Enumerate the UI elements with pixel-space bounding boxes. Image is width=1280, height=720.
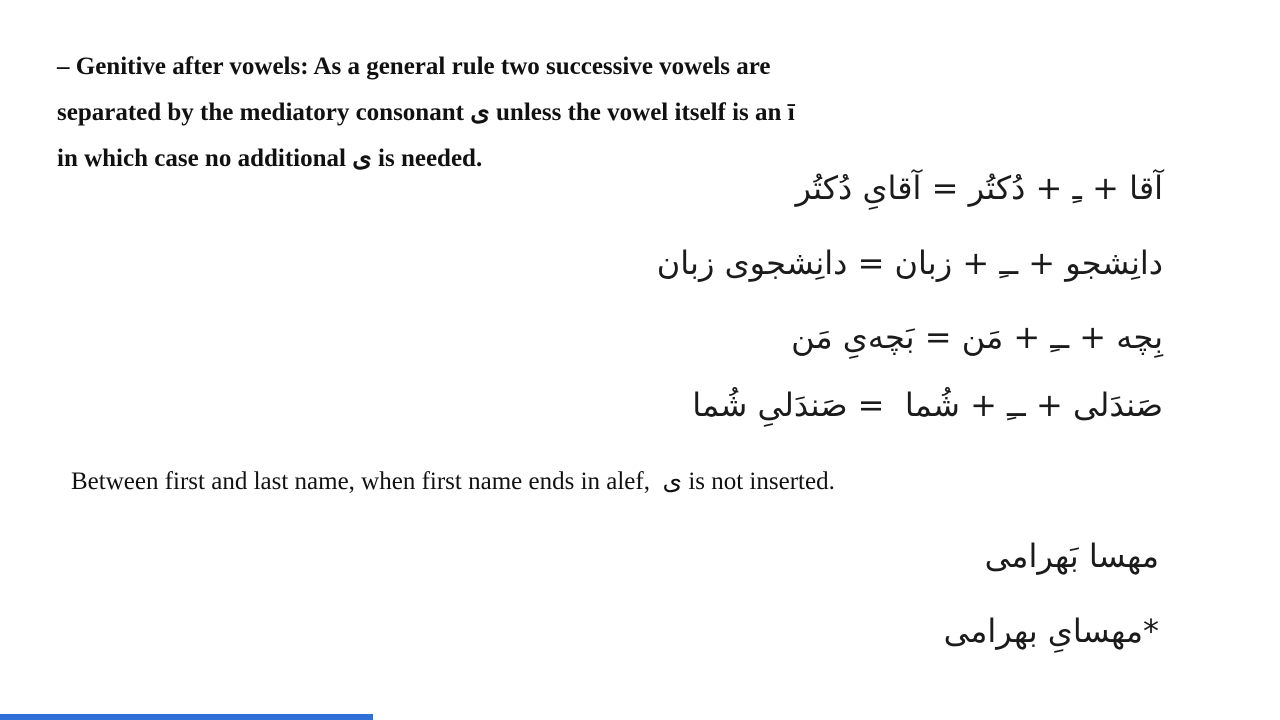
persian-example-sandali-shoma: صَندَلی + ــِ + شُما = صَندَلیِ شُما — [692, 386, 1163, 424]
intro-line-3: in which case no additional ی is needed. — [57, 145, 483, 172]
persian-example-bache-man: بِچه + ــِ + مَن = بَچه‌یِ مَن — [791, 318, 1163, 356]
persian-name-incorrect: *مهسایِ بهرامی — [943, 612, 1159, 650]
persian-example-aqa-doktor: آقا + ـِ + دُکتُر = آقایِ دُکتُر — [795, 169, 1163, 207]
video-progress-bar[interactable] — [0, 714, 373, 720]
intro-line-2: separated by the mediatory consonant ی unless the vowel itself is an ī — [57, 99, 795, 126]
persian-example-daneshjoo-zaban: دانِشجو + ــِ + زبان = دانِشجوی زبان — [656, 244, 1163, 282]
note-sentence: Between first and last name, when first name ends in alef, ی is not inserted. — [71, 468, 835, 495]
intro-line-1: – Genitive after vowels: As a general rule two successive vowels are — [57, 53, 771, 80]
persian-name-correct: مهسا بَهرامی — [984, 537, 1159, 575]
